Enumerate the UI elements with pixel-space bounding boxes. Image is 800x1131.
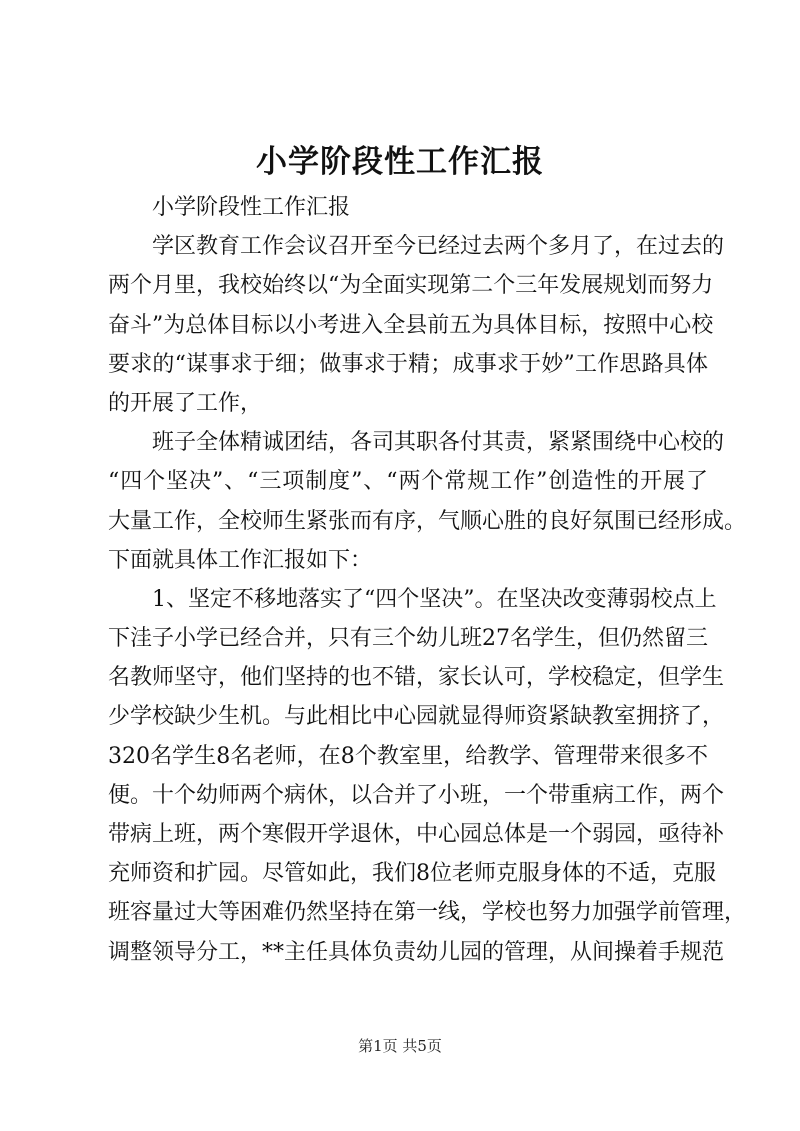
body-line: 320名学生8名老师，在8个教室里，给教学、管理带来很多不 xyxy=(108,743,708,769)
body-line: 班子全体精诚团结，各司其职各付其责，紧紧围绕中心校的 xyxy=(152,430,725,456)
document-body xyxy=(108,188,747,972)
body-line: 便。十个幼师两个病休，以合并了小班，一个带重病工作，两个 xyxy=(108,782,725,808)
body-line: 的开展了工作， xyxy=(108,390,263,416)
body-line: 充师资和扩园。尽管如此，我们8位老师克服身体的不适，克服 xyxy=(108,861,716,887)
body-line: 名教师坚守，他们坚持的也不错，家长认可，学校稳定，但学生 xyxy=(108,665,725,691)
document-title: 小学阶段性工作汇报 xyxy=(256,144,544,180)
body-line: 小学阶段性工作汇报 xyxy=(152,195,351,220)
body-line: 少学校缺少生机。与此相比中心园就显得师资紧缺教室拥挤了， xyxy=(108,704,725,730)
body-line: 班容量过大等困难仍然坚持在第一线，学校也努力加强学前管理， xyxy=(108,900,747,926)
page-footer: 第1页 共5页 xyxy=(358,1037,442,1055)
body-line: 下面就具体工作汇报如下： xyxy=(108,547,373,573)
body-line: 奋斗”为总体目标以小考进入全县前五为具体目标，按照中心校 xyxy=(108,312,714,338)
body-line: 1、坚定不移地落实了“四个坚决”。在坚决改变薄弱校点上 xyxy=(152,586,717,612)
body-line: 大量工作，全校师生紧张而有序，气顺心胜的良好氛围已经形成。 xyxy=(108,508,747,534)
body-line: 学区教育工作会议召开至今已经过去两个多月了，在过去的 xyxy=(152,234,725,260)
body-line: 要求的“谋事求于细；做事求于精；成事求于妙”工作思路具体 xyxy=(108,351,708,377)
body-line: “四个坚决”、“三项制度”、“两个常规工作”创造性的开展了 xyxy=(108,469,708,495)
body-line: 调整领导分工，**主任具体负责幼儿园的管理，从间操着手规范 xyxy=(108,939,725,965)
body-line: 下洼子小学已经合并，只有三个幼儿班27名学生，但仍然留三 xyxy=(108,626,708,652)
body-line: 两个月里，我校始终以“为全面实现第二个三年发展规划而努力 xyxy=(108,273,714,299)
body-line: 带病上班，两个寒假开学退休，中心园总体是一个弱园，亟待补 xyxy=(108,822,725,847)
